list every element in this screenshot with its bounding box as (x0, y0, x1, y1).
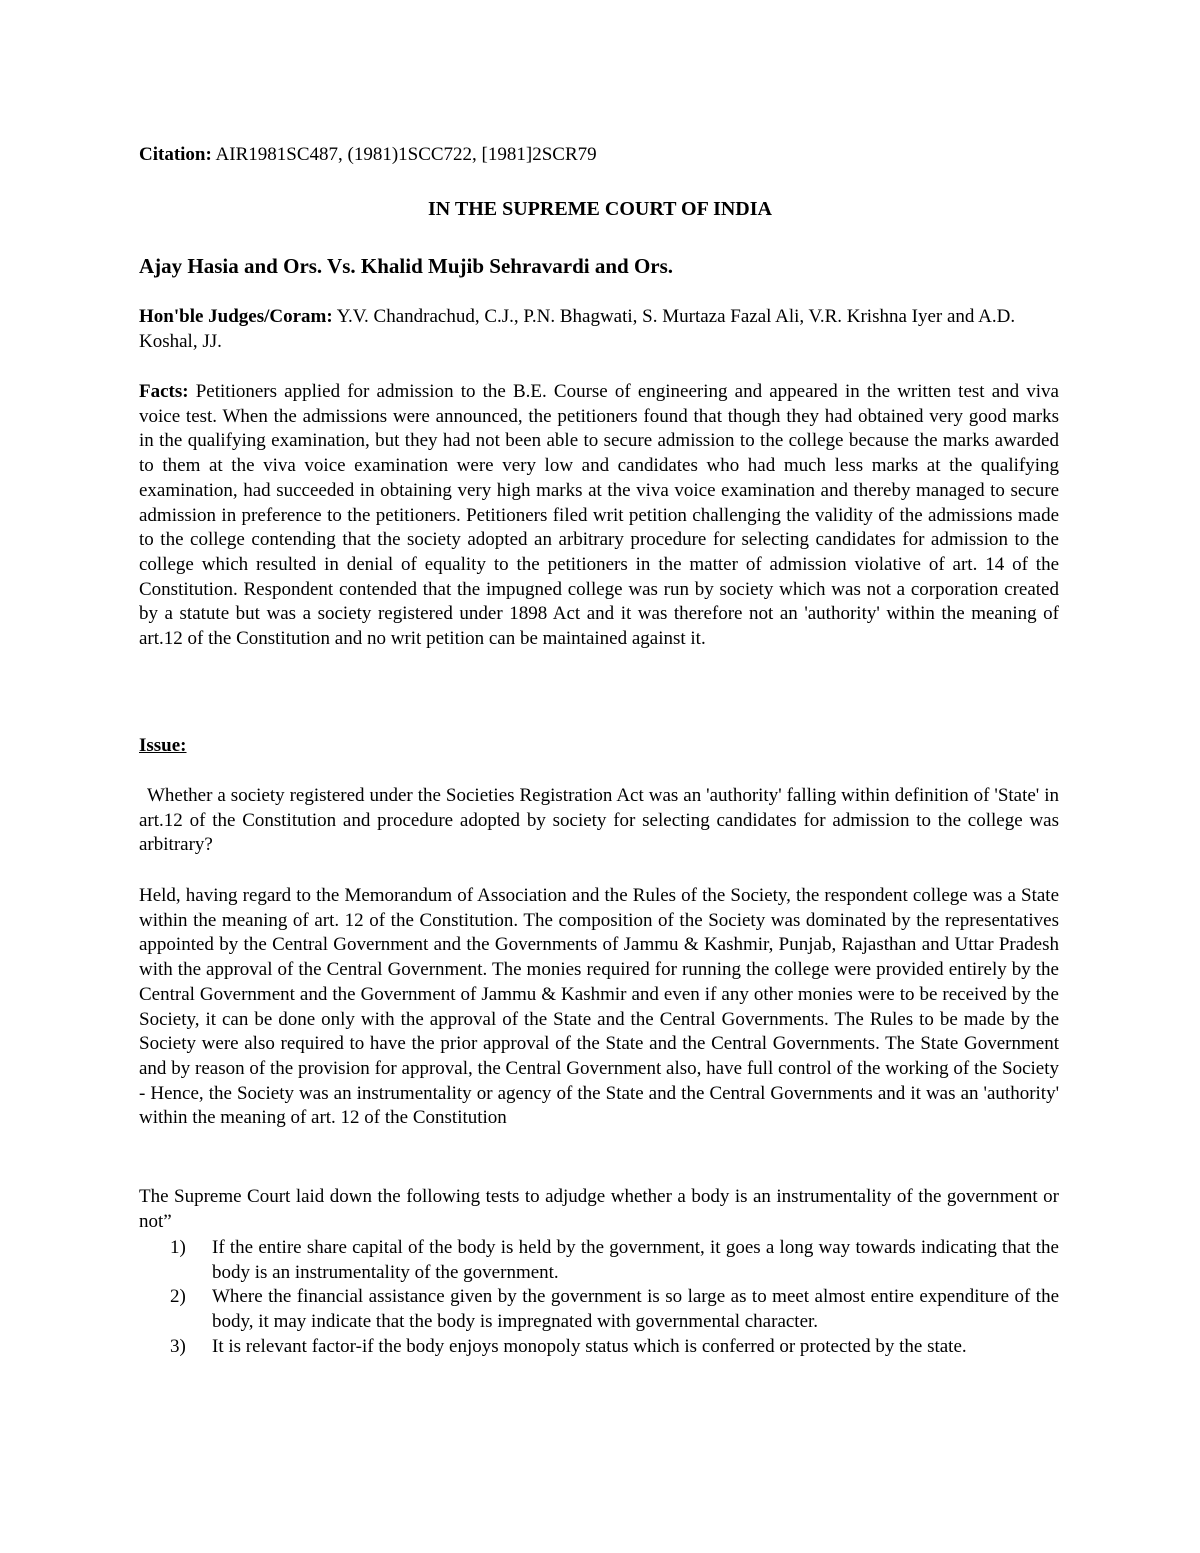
held-paragraph: Held, having regard to the Memorandum of Association and the Rules of the Society, the respondent college was a State within the meaning of art. 12 of the Constitution. The composition of the Society was dominated by the representatives appointed by the Central Government and the Governments of Jammu & Kashmir, Punjab, Rajasthan and Uttar Pradesh with the approval of the Central Government. The monies required for running the college were provided entirely by the Central Government and the Government of Jammu & Kashmir and even if any other monies were to be received by the Society, it can be done only with the approval of the State and the Central Governments. The Rules to be made by the Society were also required to have the prior approval of the State and the Central Governments. The State Government and by reason of the provision for approval, the Central Government also, have full control of the working of the Society - Hence, the Society was an instrumentality or agency of the State and the Central Governments and it was an 'authority' within the meaning of art. 12 of the Constitution (139, 885, 1059, 1129)
list-item-number: 1) (170, 1237, 186, 1258)
facts-text: Petitioners applied for admission to the B.E. Course of engineering and appeared in the written test and viva voice test. When the admissions were announced, the petitioners found that though they had obtained very good marks in the qualifying examination, but they had not been able to secure admission to the college because the marks awarded to them at the viva voice examination were very low and candidates who had much less marks at the qualifying examination, had succeeded in obtaining very high marks at the viva voice examination and thereby managed to secure admission in preference to the petitioners. Petitioners filed writ petition challenging the validity of the admissions made to the college contending that the society adopted an arbitrary procedure for selecting candidates for admission to the college which resulted in denial of equality to the petitioners in the matter of admission violative of art. 14 of the Constitution. Respondent contended that the impugned college was run by society which was not a corporation created by a statute but was a society registered under 1898 Act and it was therefore not an 'authority' within the meaning of art.12 of the Constitution and no writ petition can be maintained against it. (139, 381, 1059, 650)
tests-intro-paragraph: The Supreme Court laid down the following tests to adjudge whether a body is an instrumentality of the government or not” (139, 1186, 1059, 1232)
citation-line (139, 143, 1059, 168)
issue-heading (139, 734, 1059, 759)
court-title: IN THE SUPREME COURT OF INDIA (428, 198, 772, 220)
coram-judges: Y.V. Chandrachud, C.J., P.N. Bhagwati, S. Murtaza Fazal Ali, V.R. Krishna Iyer and A.D. Koshal, JJ. (139, 306, 1016, 352)
list-item-number: 2) (170, 1286, 186, 1308)
list-item-number: 3) (170, 1335, 186, 1357)
tests-list (170, 1236, 1059, 1360)
citation-label: Citation: (139, 144, 212, 165)
list-item-text: It is relevant factor-if the body enjoys monopoly status which is conferred or protected by the state. (212, 1335, 967, 1357)
case-parties: Ajay Hasia and Ors. Vs. Khalid Mujib Sehravardi and Ors. (139, 254, 674, 278)
list-item (170, 1236, 1059, 1285)
coram-paragraph (139, 305, 1039, 354)
list-item (170, 1285, 1059, 1334)
coram-label: Hon'ble Judges/Coram: (139, 306, 333, 327)
facts-label: Facts: (139, 381, 189, 402)
issue-heading-text: Issue: (139, 735, 187, 756)
list-item (170, 1335, 1059, 1360)
citation-value: AIR1981SC487, (1981)1SCC722, [1981]2SCR79 (211, 144, 597, 165)
issue-paragraph: Whether a society registered under the Societies Registration Act was an 'authority' falling within definition of 'State' in art.12 of the Constitution and procedure adopted by society for selecting candidates for admission to the college was arbitrary? (139, 785, 1059, 856)
list-item-text: If the entire share capital of the body is held by the government, it goes a long way towards indicating that the body is an instrumentality of the government. (212, 1237, 1059, 1283)
list-item-text: Where the financial assistance given by the government is so large as to meet almost entire expenditure of the body, it may indicate that the body is impregnated with governmental character. (212, 1286, 1059, 1333)
facts-paragraph (139, 380, 1059, 652)
